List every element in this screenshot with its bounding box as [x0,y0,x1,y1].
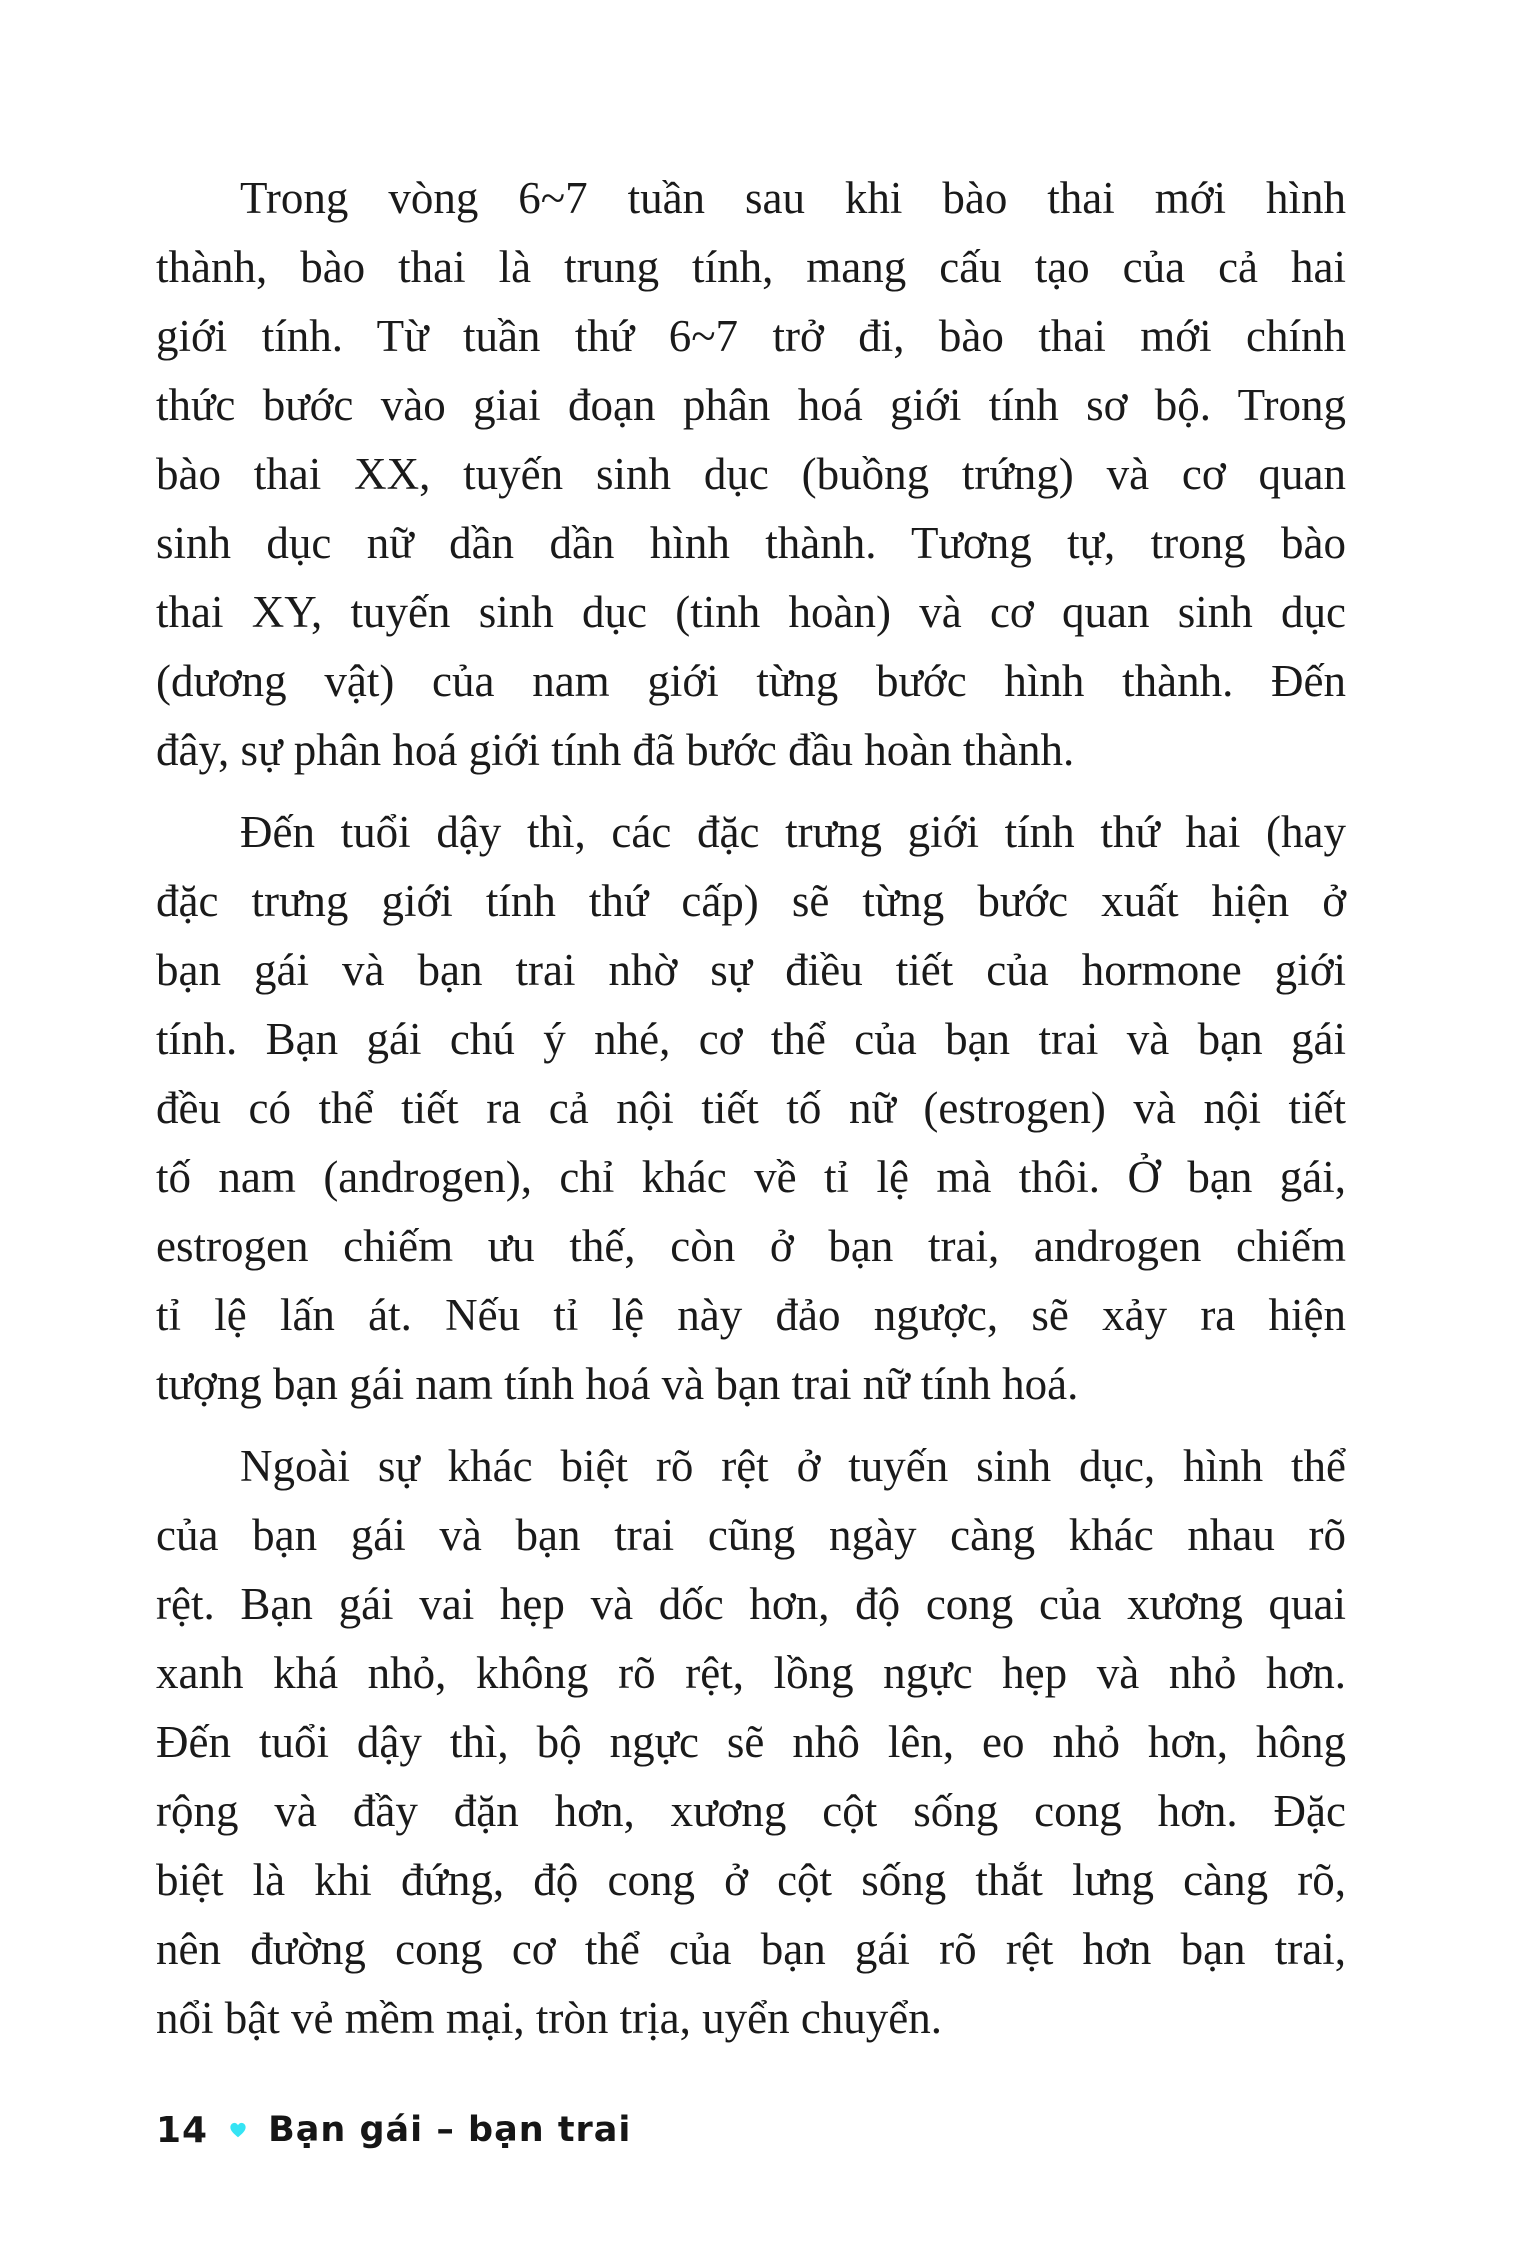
heart-shape [230,2123,245,2137]
text-line: nổi bật vẻ mềm mại, tròn trịa, uyển chuyển. [156,1993,943,2043]
text-line: tỉ lệ lấn át. Nếu tỉ lệ này đảo ngược, sẽ xảy ra hiện [156,1290,1346,1340]
paragraph [156,1432,1346,2053]
text-line: tượng bạn gái nam tính hoá và bạn trai nữ tính hoá. [156,1359,1079,1409]
text-line: rộng và đầy đặn hơn, xương cột sống cong hơn. Đặc [156,1786,1346,1836]
text-line: đều có thể tiết ra cả nội tiết tố nữ (estrogen) và nội tiết [156,1083,1346,1133]
book-title: Bạn gái – bạn trai [268,2110,632,2150]
text-line: của bạn gái và bạn trai cũng ngày càng khác nhau rõ [156,1510,1346,1560]
text-line: đặc trưng giới tính thứ cấp) sẽ từng bước xuất hiện ở [156,876,1346,926]
text-line: Đến tuổi dậy thì, bộ ngực sẽ nhô lên, eo nhỏ hơn, hông [156,1717,1346,1767]
text-line: rệt. Bạn gái vai hẹp và dốc hơn, độ cong của xương quai [156,1579,1346,1629]
text-line: thai XY, tuyến sinh dục (tinh hoàn) và cơ quan sinh dục [156,587,1346,637]
paragraph [156,164,1346,785]
page-number: 14 [156,2109,209,2151]
text-line: Ngoài sự khác biệt rõ rệt ở tuyến sinh dục, hình thể [240,1441,1346,1491]
text-line: bạn gái và bạn trai nhờ sự điều tiết của hormone giới [156,945,1346,995]
text-line: biệt là khi đứng, độ cong ở cột sống thắt lưng càng rõ, [156,1855,1346,1905]
text-line: sinh dục nữ dần dần hình thành. Tương tự, trong bào [156,518,1346,568]
heart-icon [229,2122,247,2138]
text-line: (dương vật) của nam giới từng bước hình thành. Đến [156,656,1346,706]
text-line: Đến tuổi dậy thì, các đặc trưng giới tính thứ hai (hay [240,807,1346,857]
text-line: tính. Bạn gái chú ý nhé, cơ thể của bạn trai và bạn gái [156,1014,1346,1064]
body-text [156,164,1346,2053]
text-line: thành, bào thai là trung tính, mang cấu tạo của cả hai [156,242,1346,292]
text-line: xanh khá nhỏ, không rõ rệt, lồng ngực hẹp và nhỏ hơn. [156,1648,1346,1698]
paragraph [156,798,1346,1419]
page-footer [156,2106,631,2154]
text-line: tố nam (androgen), chỉ khác về tỉ lệ mà thôi. Ở bạn gái, [156,1152,1346,1202]
text-line: Trong vòng 6~7 tuần sau khi bào thai mới hình [240,173,1346,223]
text-line: thức bước vào giai đoạn phân hoá giới tính sơ bộ. Trong [156,380,1346,430]
text-line: nên đường cong cơ thể của bạn gái rõ rệt hơn bạn trai, [156,1924,1346,1974]
text-line: estrogen chiếm ưu thế, còn ở bạn trai, androgen chiếm [156,1221,1346,1271]
text-line: bào thai XX, tuyến sinh dục (buồng trứng) và cơ quan [156,449,1346,499]
text-line: giới tính. Từ tuần thứ 6~7 trở đi, bào thai mới chính [156,311,1346,361]
text-line: đây, sự phân hoá giới tính đã bước đầu hoàn thành. [156,725,1075,775]
